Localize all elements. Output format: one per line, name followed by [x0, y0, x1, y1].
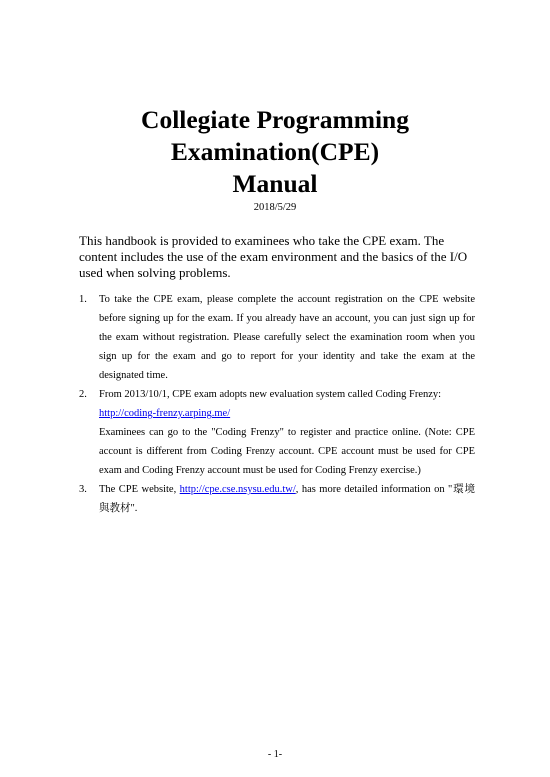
list-item-number: 1. [79, 294, 87, 305]
list-item-text: Examinees can go to the "Coding Frenzy" to register and practice online. (Note: CPE account is different from Coding Frenzy account. CPE account must be used for CPE exam and Coding Frenzy account must be used for Coding Frenzy exercise.) [99, 427, 475, 476]
cpe-website-link[interactable]: http://cpe.cse.nsysu.edu.tw/ [179, 484, 296, 495]
list-item-text: From 2013/10/1, CPE exam adopts new evaluation system called Coding Frenzy: [99, 389, 442, 400]
title-line-2: Examination(CPE) [170, 137, 380, 166]
title-line-3: Manual [232, 169, 318, 198]
list-item-text: The CPE website, [99, 484, 180, 495]
page-number: - 1- [267, 749, 283, 760]
list-item [79, 480, 475, 518]
document-title [0, 104, 550, 200]
coding-frenzy-link[interactable]: http://coding-frenzy.arping.me/ [99, 408, 231, 419]
list-item [79, 385, 475, 480]
document-date: 2018/5/29 [253, 202, 297, 213]
list-item-text: , has more detailed information on "環境與教材". [99, 484, 475, 514]
list-item-number: 2. [79, 389, 87, 400]
list-item-number: 3. [79, 484, 87, 495]
instruction-list [79, 290, 475, 518]
title-line-1: Collegiate Programming [141, 105, 409, 134]
intro-paragraph: This handbook is provided to examinees who take the CPE exam. The content includes the use of the exam environment and the basics of the I/O used when solving problems. [79, 233, 468, 280]
list-item [79, 290, 475, 385]
list-item-text: To take the CPE exam, please complete the account registration on the CPE website before signing up for the exam. If you already have an account, you can just sign up for the exam without registration. Please carefully select the examination room when you sign up for the exam and go to report for your identity and take the exam at the designated time. [99, 294, 475, 381]
